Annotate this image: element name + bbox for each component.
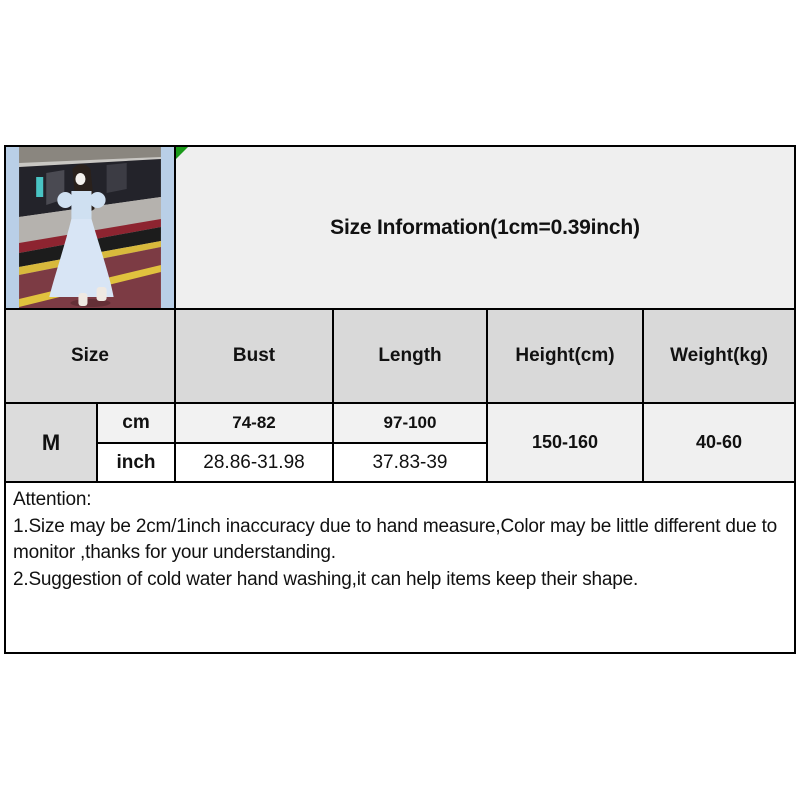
size-info-title-cell <box>176 147 794 310</box>
attention-heading: Attention: <box>13 489 92 510</box>
bust-inch-value: 28.86-31.98 <box>176 444 334 483</box>
size-value-cell: M <box>6 404 98 483</box>
unit-cm-label: cm <box>98 404 176 444</box>
attention-note-1: 1.Size may be 2cm/1inch inaccuracy due to hand measure,Color may be little different due to monitor ,thanks for your understanding. <box>13 515 778 563</box>
attention-section <box>6 483 794 652</box>
unit-inch-label: inch <box>98 444 176 483</box>
header-height-cm: Height(cm) <box>488 310 644 404</box>
header-length: Length <box>334 310 488 404</box>
cell-corner-marker-icon <box>176 147 188 159</box>
product-photo-image <box>6 147 174 308</box>
header-weight-kg: Weight(kg) <box>644 310 794 404</box>
bust-cm-value: 74-82 <box>176 404 334 444</box>
product-photo <box>6 147 176 310</box>
header-size: Size <box>6 310 176 404</box>
size-chart-sheet <box>4 145 796 654</box>
attention-note-2: 2.Suggestion of cold water hand washing,it can help items keep their shape. <box>13 568 639 590</box>
size-info-title: Size Information(1cm=0.39inch) <box>330 215 640 239</box>
length-inch-value: 37.83-39 <box>334 444 488 483</box>
size-table <box>6 147 794 652</box>
header-bust: Bust <box>176 310 334 404</box>
length-cm-value: 97-100 <box>334 404 488 444</box>
weight-value: 40-60 <box>644 404 794 483</box>
height-value: 150-160 <box>488 404 644 483</box>
